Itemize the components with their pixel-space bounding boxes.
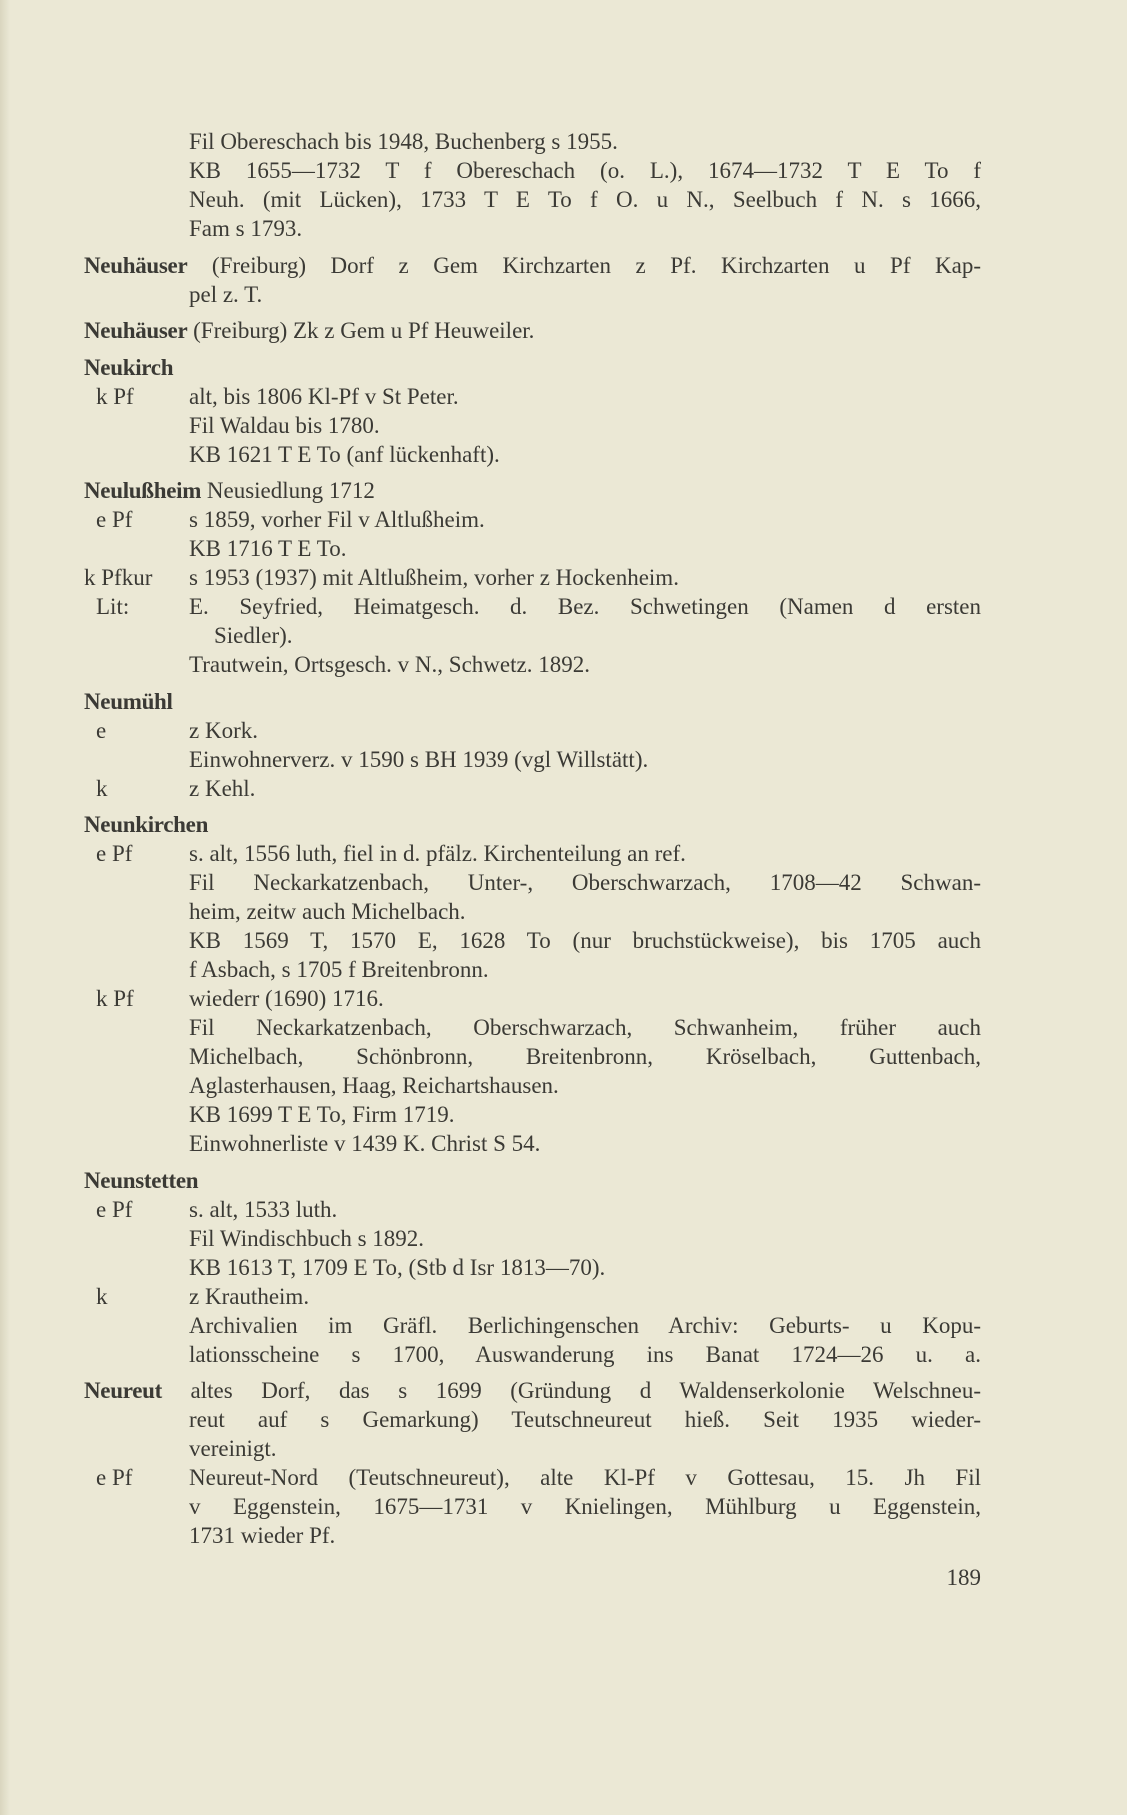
entry-heading-line bbox=[84, 687, 981, 716]
heading-line-content bbox=[84, 1376, 981, 1405]
text-line bbox=[84, 1129, 981, 1158]
entry-text: KB 1716 T E To. bbox=[189, 536, 347, 561]
denomination-label: k Pfkur bbox=[84, 565, 153, 590]
denomination-label: Lit: bbox=[96, 594, 130, 619]
text-line bbox=[84, 214, 981, 243]
text-line bbox=[84, 1224, 981, 1253]
text-line bbox=[84, 1434, 981, 1463]
entry-text: Fil Obereschach bis 1948, Buchenberg s 1955. bbox=[189, 129, 618, 154]
entry-text: KB 1569 T, 1570 E, 1628 To (nur bruchstückweise), bis 1705 auch bbox=[189, 928, 981, 953]
entry-text: Neusiedlung 1712 bbox=[206, 478, 375, 503]
text-line bbox=[84, 1071, 981, 1100]
entry-text: f Asbach, s 1705 f Breitenbronn. bbox=[189, 957, 489, 982]
denomination-label: e Pf bbox=[96, 841, 133, 866]
heading-line-content bbox=[84, 810, 981, 839]
text-line bbox=[84, 839, 981, 868]
text-line bbox=[84, 897, 981, 926]
entry-heading-line bbox=[84, 251, 981, 280]
entry-text: s. alt, 1556 luth, fiel in d. pfälz. Kirchenteilung an ref. bbox=[189, 841, 686, 866]
text-line bbox=[84, 1340, 981, 1369]
entry-text: Einwohnerverz. v 1590 s BH 1939 (vgl Willstätt). bbox=[189, 746, 649, 772]
heading-line-content bbox=[84, 316, 981, 345]
text-line bbox=[84, 621, 981, 650]
text-line bbox=[84, 716, 981, 745]
entry-text: KB 1613 T, 1709 E To, (Stb d Isr 1813—70). bbox=[189, 1254, 606, 1280]
entry-text: Neureut-Nord (Teutschneureut), alte Kl-Pf v Gottesau, 15. Jh Fil bbox=[189, 1465, 981, 1490]
text-line bbox=[84, 411, 981, 440]
text-line bbox=[84, 1195, 981, 1224]
denomination-label: e Pf bbox=[96, 507, 133, 532]
text-line bbox=[84, 505, 981, 534]
text-line bbox=[84, 156, 981, 185]
entry-text: reut auf s Gemarkung) Teutschneureut hieß. Seit 1935 wieder- bbox=[189, 1407, 981, 1432]
text-line bbox=[84, 955, 981, 984]
entry-text: v Eggenstein, 1675—1731 v Knielingen, Mühlburg u Eggenstein, bbox=[189, 1494, 981, 1519]
place-name: Neulußheim bbox=[84, 478, 202, 503]
text-line bbox=[84, 745, 981, 774]
entry-text: s 1859, vorher Fil v Altlußheim. bbox=[189, 507, 485, 532]
entry-text: Neuh. (mit Lücken), 1733 T E To f O. u N., Seelbuch f N. s 1666, bbox=[189, 187, 981, 212]
denomination-label: k Pf bbox=[96, 383, 134, 409]
text-line bbox=[84, 1013, 981, 1042]
entry-text: Fil Neckarkatzenbach, Oberschwarzach, Schwanheim, früher auch bbox=[189, 1015, 981, 1040]
entry-text: KB 1699 T E To, Firm 1719. bbox=[189, 1102, 455, 1127]
entry-heading-line bbox=[84, 1376, 981, 1405]
entry-heading-line bbox=[84, 353, 981, 382]
text-line bbox=[84, 1253, 981, 1282]
entry-text: s. alt, 1533 luth. bbox=[189, 1196, 338, 1222]
entry-text: Archivalien im Gräfl. Berlichingenschen Archiv: Geburts- u Kopu- bbox=[189, 1312, 981, 1338]
heading-line-content bbox=[84, 353, 981, 382]
entry-text: heim, zeitw auch Michelbach. bbox=[189, 899, 466, 924]
text-line bbox=[84, 1042, 981, 1071]
entry-heading-line bbox=[84, 476, 981, 505]
entry-text: Fil Waldau bis 1780. bbox=[189, 412, 380, 438]
text-line bbox=[84, 1311, 981, 1340]
entry-text: alt, bis 1806 Kl-Pf v St Peter. bbox=[189, 383, 459, 409]
entry-text: Fam s 1793. bbox=[189, 216, 303, 241]
denomination-label: k Pf bbox=[96, 986, 134, 1011]
text-line bbox=[84, 534, 981, 563]
entry-text: z Krautheim. bbox=[189, 1283, 310, 1309]
entry-text: s 1953 (1937) mit Altlußheim, vorher z Hockenheim. bbox=[189, 565, 679, 590]
place-name: Neureut bbox=[84, 1378, 162, 1403]
place-name: Neumühl bbox=[84, 688, 173, 714]
page-number: 189 bbox=[946, 1565, 981, 1590]
entry-text: Aglasterhausen, Haag, Reichartshausen. bbox=[189, 1073, 559, 1098]
heading-line-content bbox=[84, 687, 981, 716]
place-name: Neuhäuser bbox=[84, 318, 188, 343]
text-line bbox=[84, 774, 981, 803]
entry-text: (Freiburg) Zk z Gem u Pf Heuweiler. bbox=[193, 318, 535, 343]
entry-text: Fil Windischbuch s 1892. bbox=[189, 1225, 425, 1251]
text-line bbox=[84, 650, 981, 679]
denomination-label: k bbox=[96, 775, 108, 801]
text-line bbox=[84, 440, 981, 469]
denomination-label: e bbox=[96, 717, 107, 743]
entry-text: altes Dorf, das s 1699 (Gründung d Waldenserkolonie Welschneu- bbox=[190, 1378, 981, 1403]
entry-text: E. Seyfried, Heimatgesch. d. Bez. Schwetingen (Namen d ersten bbox=[189, 594, 981, 619]
entry-text: KB 1655—1732 T f Obereschach (o. L.), 1674—1732 T E To f bbox=[189, 158, 981, 183]
entry-text: vereinigt. bbox=[189, 1436, 277, 1461]
gazetteer-text-body bbox=[84, 127, 981, 1550]
entry-text: Einwohnerliste v 1439 K. Christ S 54. bbox=[189, 1131, 541, 1156]
entry-text: z Kork. bbox=[189, 717, 258, 743]
place-name: Neukirch bbox=[84, 354, 174, 380]
entry-text: Michelbach, Schönbronn, Breitenbronn, Kröselbach, Guttenbach, bbox=[189, 1044, 981, 1069]
text-line bbox=[84, 984, 981, 1013]
entry-heading-line bbox=[84, 1166, 981, 1195]
entry-text: 1731 wieder Pf. bbox=[189, 1523, 336, 1548]
text-line bbox=[84, 185, 981, 214]
text-line bbox=[84, 280, 981, 309]
entry-text: Siedler). bbox=[214, 623, 293, 648]
text-line bbox=[84, 1492, 981, 1521]
text-line bbox=[84, 926, 981, 955]
text-line bbox=[84, 1405, 981, 1434]
text-line bbox=[84, 563, 981, 592]
denomination-label: e Pf bbox=[96, 1196, 133, 1222]
entry-text: z Kehl. bbox=[189, 775, 256, 801]
entry-text: wiederr (1690) 1716. bbox=[189, 986, 384, 1011]
text-line bbox=[84, 868, 981, 897]
entry-text: KB 1621 T E To (anf lückenhaft). bbox=[189, 441, 500, 467]
entry-text: pel z. T. bbox=[189, 281, 263, 307]
entry-heading-line bbox=[84, 316, 981, 345]
text-line bbox=[84, 127, 981, 156]
text-line bbox=[84, 1463, 981, 1492]
heading-line-content bbox=[84, 251, 981, 280]
entry-text: Trautwein, Ortsgesch. v N., Schwetz. 1892. bbox=[189, 652, 590, 677]
place-name: Neuhäuser bbox=[84, 252, 188, 278]
text-line bbox=[84, 1282, 981, 1311]
entry-text: lationsscheine s 1700, Auswanderung ins Banat 1724—26 u. a. bbox=[189, 1341, 981, 1367]
heading-line-content bbox=[84, 476, 981, 505]
denomination-label: k bbox=[96, 1283, 108, 1309]
denomination-label: e Pf bbox=[96, 1465, 133, 1490]
heading-line-content bbox=[84, 1166, 981, 1195]
page-edge-shadow bbox=[0, 0, 10, 1815]
entry-text: (Freiburg) Dorf z Gem Kirchzarten z Pf. Kirchzarten u Pf Kap- bbox=[211, 252, 981, 278]
place-name: Neunkirchen bbox=[84, 812, 209, 837]
text-line bbox=[84, 1521, 981, 1550]
entry-text: Fil Neckarkatzenbach, Unter-, Oberschwarzach, 1708—42 Schwan- bbox=[189, 870, 981, 895]
text-line bbox=[84, 1100, 981, 1129]
place-name: Neunstetten bbox=[84, 1167, 199, 1193]
entry-heading-line bbox=[84, 810, 981, 839]
text-line bbox=[84, 592, 981, 621]
text-line bbox=[84, 382, 981, 411]
